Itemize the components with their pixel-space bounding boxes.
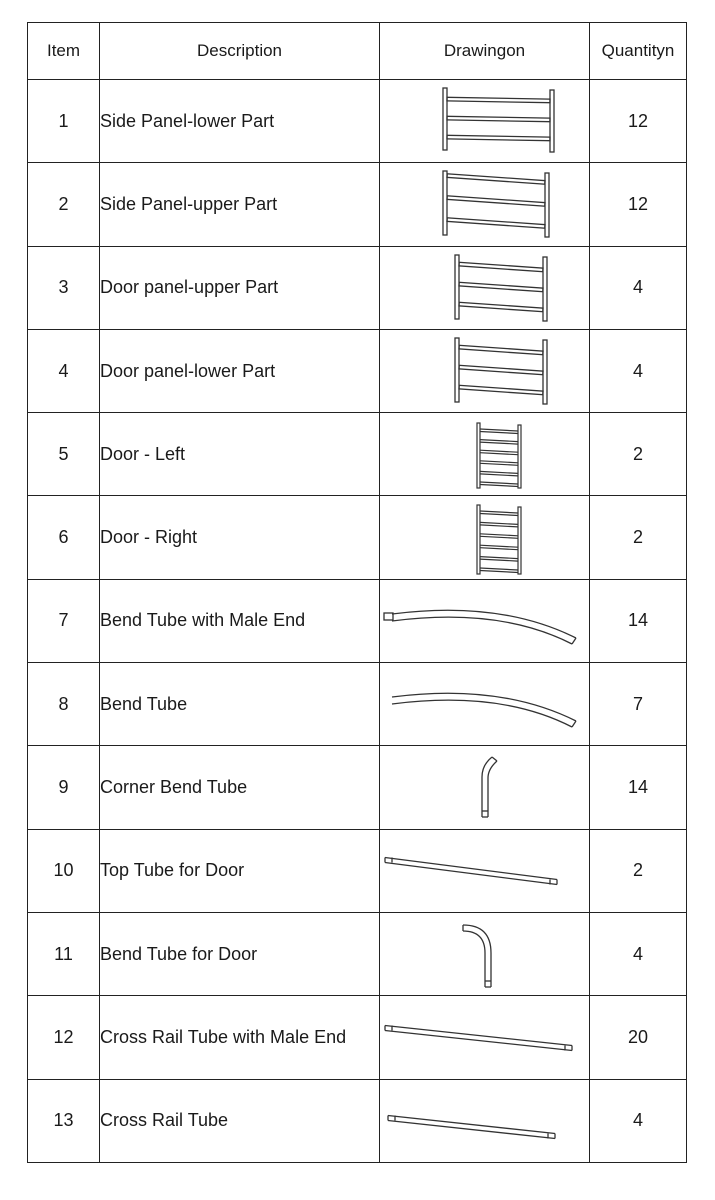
- door-left-drawing: [380, 413, 590, 495]
- item-quantity: 2: [590, 829, 687, 912]
- door-panel-upper-drawing: [380, 247, 590, 329]
- item-description: Bend Tube: [100, 663, 380, 746]
- item-drawing-cell: [380, 746, 590, 829]
- cross-rail-tube-drawing: [380, 1080, 590, 1162]
- item-number: 10: [28, 829, 100, 912]
- item-description: Bend Tube for Door: [100, 912, 380, 995]
- table-row: [28, 579, 687, 662]
- item-quantity: 12: [590, 80, 687, 163]
- item-drawing-cell: [380, 1079, 590, 1162]
- table-row: [28, 80, 687, 163]
- corner-bend-tube-drawing: [380, 747, 590, 829]
- item-quantity: 14: [590, 746, 687, 829]
- bend-tube-male-end-drawing: [380, 580, 590, 662]
- item-drawing-cell: [380, 829, 590, 912]
- header-quantity: Quantityn: [590, 23, 687, 80]
- item-number: 9: [28, 746, 100, 829]
- parts-table: [27, 22, 687, 1163]
- door-right-drawing: [380, 497, 590, 579]
- item-drawing-cell: [380, 329, 590, 412]
- item-number: 8: [28, 663, 100, 746]
- table-row: [28, 663, 687, 746]
- item-quantity: 20: [590, 996, 687, 1079]
- item-description: Door panel-upper Part: [100, 246, 380, 329]
- item-number: 2: [28, 163, 100, 246]
- item-description: Door panel-lower Part: [100, 329, 380, 412]
- item-quantity: 2: [590, 413, 687, 496]
- item-quantity: 7: [590, 663, 687, 746]
- table-row: [28, 246, 687, 329]
- table-row: [28, 996, 687, 1079]
- door-panel-lower-drawing: [380, 330, 590, 412]
- table-row: [28, 413, 687, 496]
- item-drawing-cell: [380, 80, 590, 163]
- table-row: [28, 912, 687, 995]
- item-number: 11: [28, 912, 100, 995]
- item-number: 12: [28, 996, 100, 1079]
- item-number: 6: [28, 496, 100, 579]
- item-description: Door - Left: [100, 413, 380, 496]
- header-description: Description: [100, 23, 380, 80]
- item-drawing-cell: [380, 163, 590, 246]
- item-drawing-cell: [380, 663, 590, 746]
- item-description: Side Panel-upper Part: [100, 163, 380, 246]
- item-quantity: 12: [590, 163, 687, 246]
- item-drawing-cell: [380, 246, 590, 329]
- bend-tube-door-drawing: [380, 913, 590, 995]
- side-panel-lower-drawing: [380, 80, 590, 162]
- item-quantity: 4: [590, 1079, 687, 1162]
- item-drawing-cell: [380, 996, 590, 1079]
- side-panel-upper-drawing: [380, 163, 590, 245]
- header-drawing: Drawingon: [380, 23, 590, 80]
- item-description: Side Panel-lower Part: [100, 80, 380, 163]
- item-quantity: 4: [590, 246, 687, 329]
- item-description: Corner Bend Tube: [100, 746, 380, 829]
- item-drawing-cell: [380, 579, 590, 662]
- item-drawing-cell: [380, 912, 590, 995]
- item-description: Top Tube for Door: [100, 829, 380, 912]
- table-row: [28, 163, 687, 246]
- item-description: Cross Rail Tube with Male End: [100, 996, 380, 1079]
- table-row: [28, 746, 687, 829]
- table-row: [28, 1079, 687, 1162]
- item-quantity: 2: [590, 496, 687, 579]
- item-description: Bend Tube with Male End: [100, 579, 380, 662]
- bend-tube-drawing: [380, 663, 590, 745]
- item-number: 3: [28, 246, 100, 329]
- header-item: Item: [28, 23, 100, 80]
- table-row: [28, 496, 687, 579]
- item-number: 5: [28, 413, 100, 496]
- top-tube-door-drawing: [380, 830, 590, 912]
- item-drawing-cell: [380, 496, 590, 579]
- item-drawing-cell: [380, 413, 590, 496]
- item-quantity: 4: [590, 329, 687, 412]
- table-row: [28, 829, 687, 912]
- header-row: [28, 23, 687, 80]
- item-number: 1: [28, 80, 100, 163]
- item-number: 13: [28, 1079, 100, 1162]
- item-number: 7: [28, 579, 100, 662]
- item-quantity: 4: [590, 912, 687, 995]
- item-description: Cross Rail Tube: [100, 1079, 380, 1162]
- table-row: [28, 329, 687, 412]
- item-description: Door - Right: [100, 496, 380, 579]
- cross-rail-male-end-drawing: [380, 996, 590, 1078]
- item-number: 4: [28, 329, 100, 412]
- item-quantity: 14: [590, 579, 687, 662]
